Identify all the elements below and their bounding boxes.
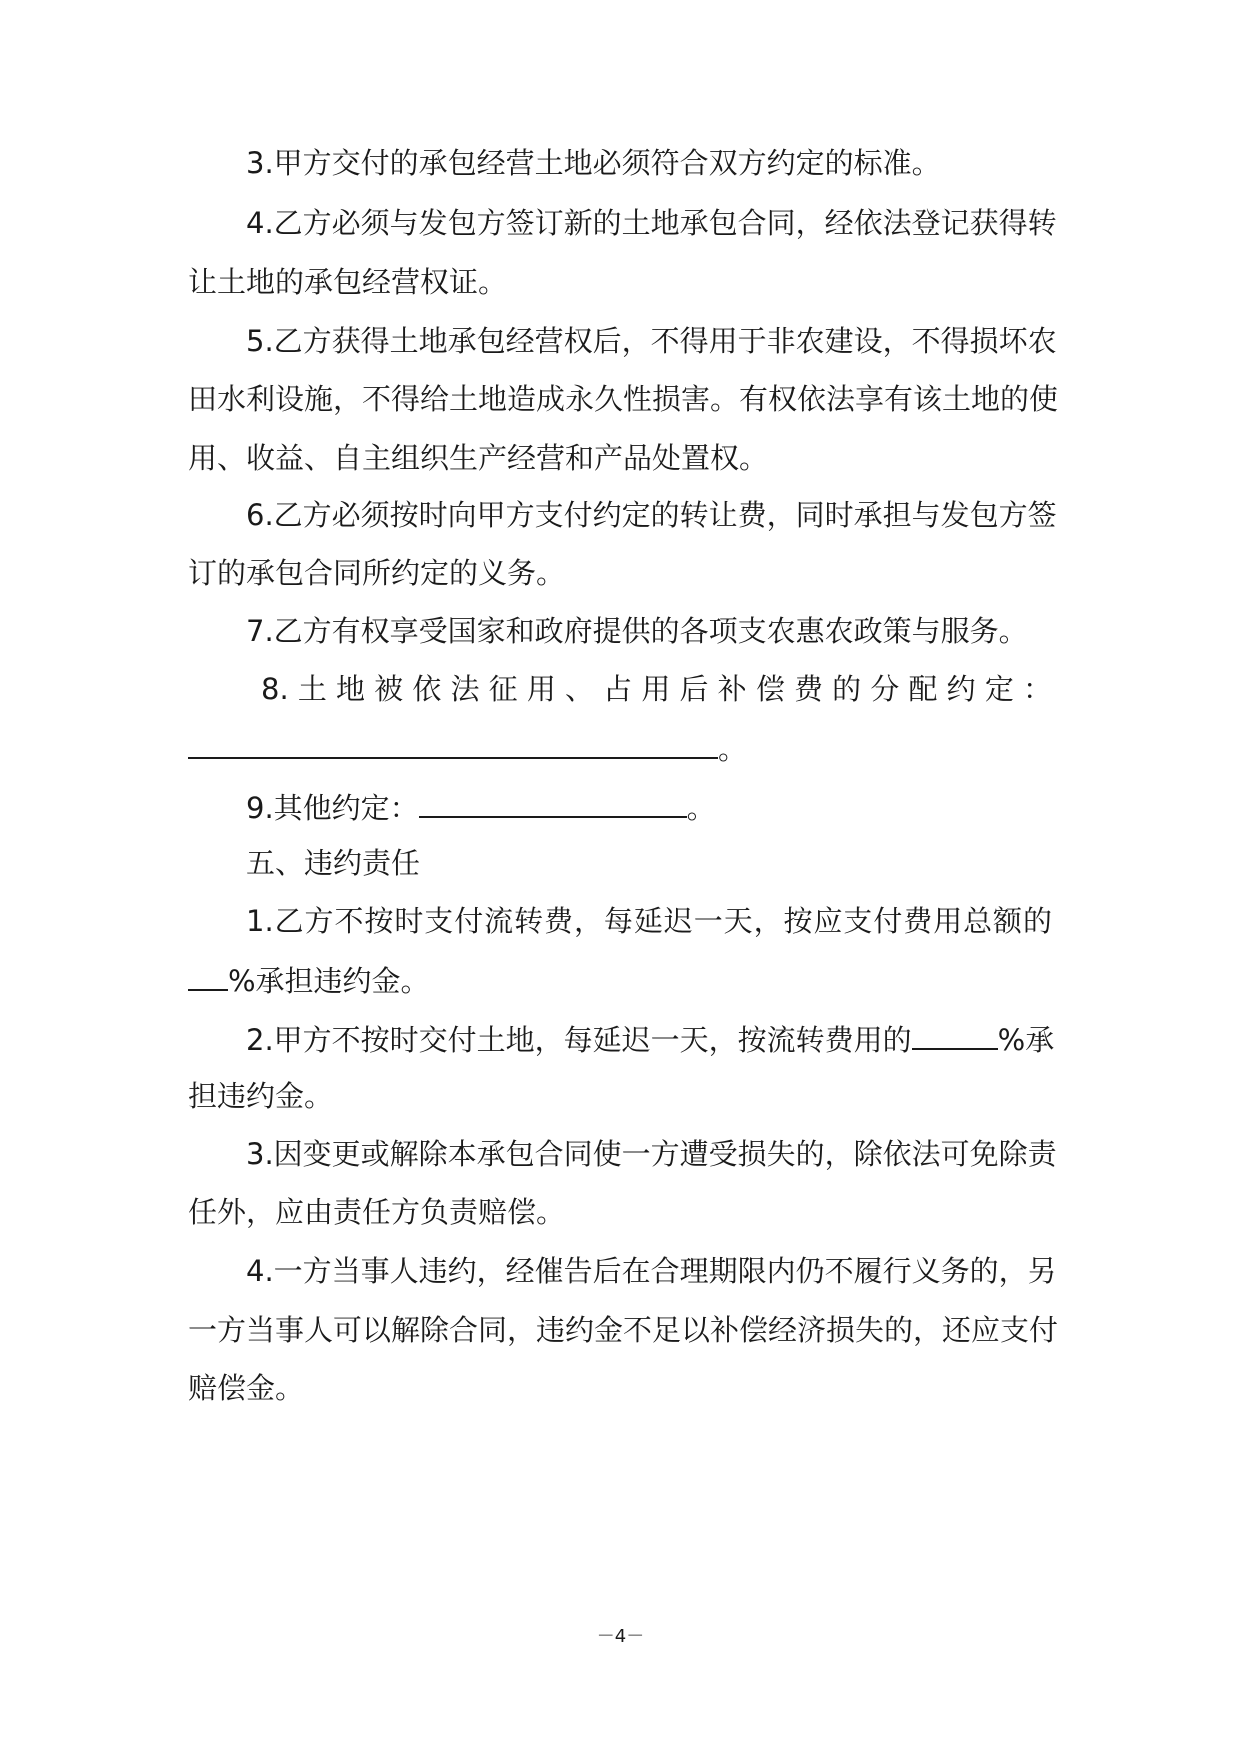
breach-2-line-1 (246, 1018, 1055, 1058)
breach-4-line-3: 赔偿金。 (188, 1371, 305, 1405)
breach-3-line-1: 3.因变更或解除本承包合同使一方遭受损失的，除依法可免除责 (246, 1137, 1057, 1171)
breach-3-line-2: 任外，应由责任方负责赔偿。 (188, 1195, 566, 1229)
clause-9-line-1 (246, 786, 1052, 826)
breach-1-line-1: 1.乙方不按时支付流转费，每延迟一天，按应支付费用总额的 (246, 904, 1052, 938)
blank-field (419, 786, 687, 818)
clause-8-end-mark: 。 (718, 732, 748, 766)
clause-5-line-2: 田水利设施，不得给土地造成永久性损害。有权依法享有该土地的使 (188, 382, 1059, 416)
section-heading-breach: 五、违约责任 (246, 846, 421, 880)
clause-6-line-1: 6.乙方必须按时向甲方支付约定的转让费，同时承担与发包方签 (246, 498, 1057, 532)
clause-8-line-2 (188, 727, 1052, 767)
breach-2-text: 2.甲方不按时交付土地，每延迟一天，按流转费用的 (246, 1023, 912, 1057)
clause-5-line-1: 5.乙方获得土地承包经营权后，不得用于非农建设，不得损坏农 (246, 324, 1057, 358)
clause-7-line-1: 7.乙方有权享受国家和政府提供的各项支农惠农政策与服务。 (246, 614, 1028, 648)
breach-1-line-2 (188, 959, 1052, 999)
clause-5-line-3: 用、收益、自主组织生产经营和产品处置权。 (188, 441, 769, 475)
clause-3-line-1: 3.甲方交付的承包经营土地必须符合双方约定的标准。 (246, 146, 941, 180)
clause-6-line-2: 订的承包合同所约定的义务。 (188, 556, 566, 590)
clause-9-label: 9.其他约定： (246, 791, 419, 825)
breach-4-line-1: 4.一方当事人违约，经催告后在合理期限内仍不履行义务的，另 (246, 1254, 1057, 1288)
blank-field (188, 959, 228, 991)
clause-9-end-mark: 。 (686, 791, 716, 825)
breach-4-line-2: 一方当事人可以解除合同，违约金不足以补偿经济损失的，还应支付 (188, 1313, 1059, 1347)
clause-8-line-1: 8.土地被依法征用、占用后补偿费的分配约定： (261, 672, 1052, 706)
breach-1-rest: %承担违约金。 (228, 964, 430, 998)
clause-4-line-1: 4.乙方必须与发包方签订新的土地承包合同，经依法登记获得转 (246, 206, 1057, 240)
breach-2-line-2: 担违约金。 (188, 1079, 334, 1113)
blank-field (188, 727, 718, 759)
blank-field (912, 1018, 998, 1050)
page-number: －4－ (596, 1626, 645, 1647)
breach-2-percent: %承 (997, 1023, 1055, 1057)
clause-4-line-2: 让土地的承包经营权证。 (188, 265, 508, 299)
